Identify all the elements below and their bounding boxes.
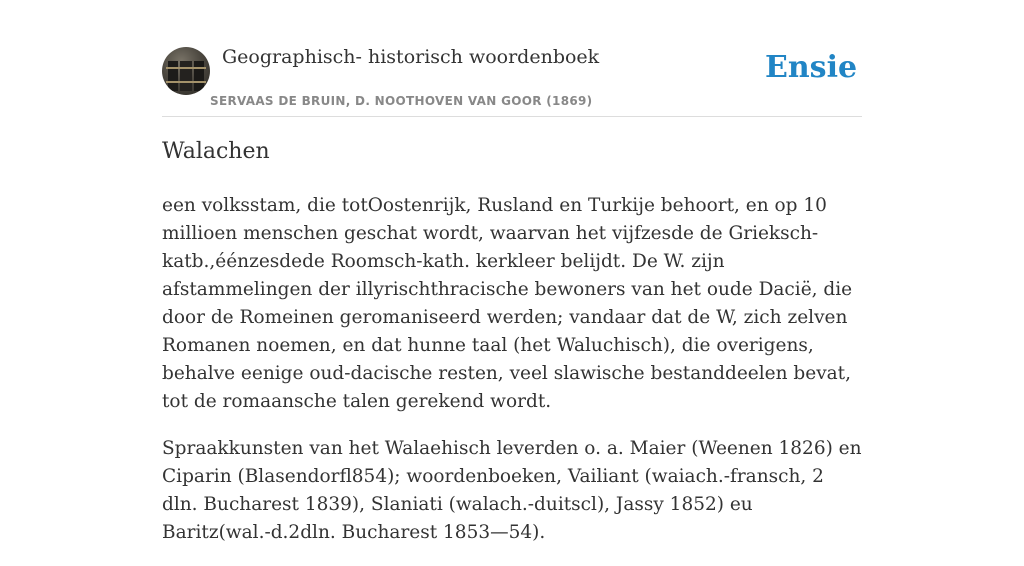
entry-paragraph: een volksstam, die totOostenrijk, Rusland en Turkije behoort, en op 10 millioen menschen geschat wordt, waarvan het vijfzesde de Grieksch-katb.,éénzesdede Roomsch-kath. kerkleer belijdt. De W. zijn afstammelingen der illyrischthracische bewoners van het oude Dacië, die door de Romeinen geromaniseerd werden; vandaar dat de W, zich zelven Romanen noemen, en dat hunne taal (het Waluchisch), die overigens, behalve eenige oud-dacische resten, veel slawische bestanddeelen bevat, tot de romaansche talen gerekend wordt. xyxy=(162,195,853,412)
book-cover-icon[interactable] xyxy=(162,47,210,95)
book-spine-3 xyxy=(194,61,204,91)
entry-title: Walachen xyxy=(162,139,270,164)
book-band-top xyxy=(166,67,206,69)
book-spine-1 xyxy=(168,61,178,91)
book-spine-2 xyxy=(180,61,192,91)
entry-content xyxy=(162,192,862,566)
ensie-logo-link[interactable]: Ensie xyxy=(765,50,858,85)
book-title-link[interactable]: Geographisch- historisch woordenboek xyxy=(222,46,600,68)
book-header xyxy=(162,44,862,117)
book-author: SERVAAS DE BRUIN, D. NOOTHOVEN VAN GOOR (1869) xyxy=(210,94,593,108)
entry-paragraph: Spraakkunsten van het Walaehisch leverden o. a. Maier (Weenen 1826) en Ciparin (Blasendorfl854); woordenboeken, Vailiant (waiach.-fransch, 2 dln. Bucharest 1839), Slaniati (walach.-duitscl), Jassy 1852) eu Baritz(wal.-d.2dln. Bucharest 1853—54). xyxy=(162,438,862,543)
book-band-bottom xyxy=(166,81,206,83)
